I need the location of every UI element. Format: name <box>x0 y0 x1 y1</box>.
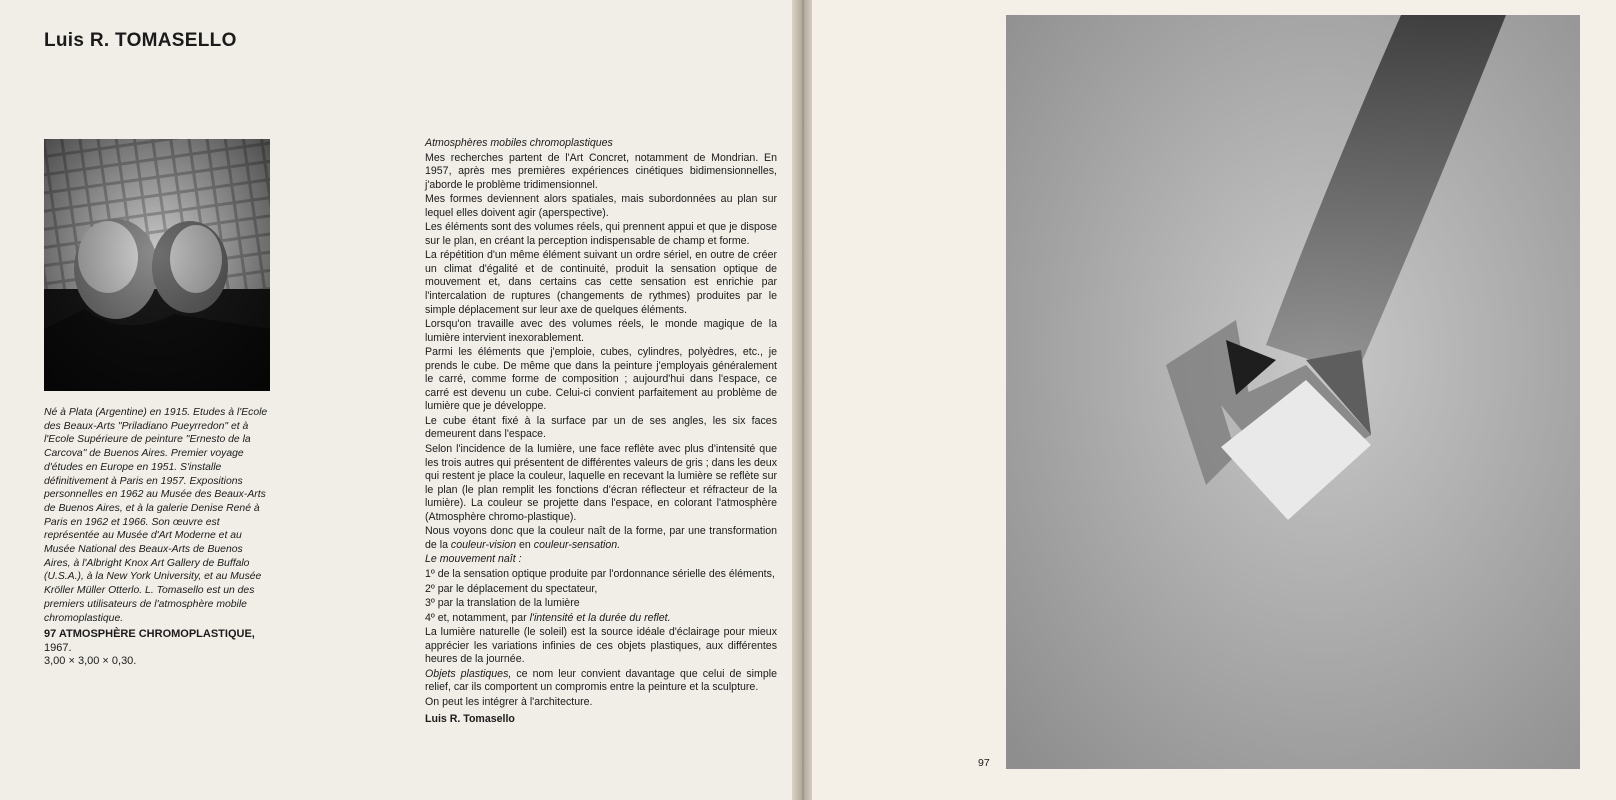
statement-emphasis: l'intensité et la durée du reflet. <box>529 611 671 624</box>
statement-text: 4º et, notamment, par <box>425 611 530 624</box>
statement-paragraph: On peut les intégrer à l'architecture. <box>425 695 593 708</box>
statement-paragraph: Selon l'incidence de la lumière, une face reflète avec plus d'intensité que les trois autres qui présentent de différentes valeurs de gris ; dans les deux qui restent je place la couleur, laquelle en recevant la lumière se reflète sur le plan (le plan remplit les fonctions d'écran réflecteur et réfracteur de la lumière). La couleur se projette dans l'espace, en colorant l'atmosphère (Atmosphère chromo-plastique). <box>425 443 777 523</box>
artwork-year: 1967. <box>44 641 72 654</box>
artwork-caption <box>44 628 270 669</box>
statement-paragraph: Mes formes deviennent alors spatiales, mais subordonnées au plan sur lequel elles doivent agir (aperspective). <box>425 193 777 219</box>
statement-paragraph: La lumière naturelle (le soleil) est la source idéale d'éclairage pour mieux apprécier les variations infinies de ces objets plastiques, aux différentes heures de la journée. <box>425 626 777 666</box>
statement-list-item: 3º par la translation de la lumière <box>425 597 580 610</box>
statement-paragraph: Parmi les éléments que j'emploie, cubes, cylindres, polyèdres, etc., je prends le cube. De même que dans la peinture j'employais généralement le carré, comme forme de composition ; aujourd'hui dans l'espace, ce carré est devenu un cube. Celui-ci convient parfaitement au problème de lumière que je développe. <box>425 346 777 413</box>
artist-name-heading: Luis R. TOMASELLO <box>44 30 237 51</box>
statement-emphasis: Objets plastiques, <box>425 667 512 680</box>
artist-statement <box>425 137 777 728</box>
artwork-dimensions: 3,00 × 3,00 × 0,30. <box>44 655 137 667</box>
statement-paragraph <box>425 525 777 552</box>
right-page <box>812 0 1616 800</box>
artist-biography: Né à Plata (Argentine) en 1915. Etudes à l'Ecole des Beaux-Arts "Priladiano Pueyrredon" et à l'Ecole Supérieure de peinture "Ernesto de la Carcova" de Buenos Aires. Premier voyage d'études en Europe en 1951. S'installe définitivement à Paris en 1957. Expositions personnelles en 1962 au Musée des Beaux-Arts de Buenos Aires, et à la galerie Denise René à Paris en 1962 et 1966. Son œuvre est représentée au Musée d'Art Moderne et au Musée National des Beaux-Arts de Buenos Aires, à l'Albright Knox Art Gallery de Buffalo (U.S.A.), à la New York University, et au Musée Kröller Müller Otterlo. L. Tomasello est un des premiers utilisateurs de l'atmosphère mobile chromoplastique. <box>44 407 268 624</box>
cube-sculpture-image <box>1006 15 1580 769</box>
artist-portrait-photo <box>44 139 270 391</box>
statement-paragraph: La répétition d'un même élément suivant un ordre sériel, en outre de créer un climat d'égalité et de continuité, produit la sensation optique de mouvement et, dans certains cas cette sensation est enrichie par l'intercalation de ruptures (changements de rythmes) produites par le simple déplacement sur leur axe de quelques éléments. <box>425 249 777 316</box>
book-gutter <box>792 0 814 800</box>
artwork-title: 97 ATMOSPHÈRE CHROMOPLASTIQUE, <box>44 628 255 640</box>
statement-signature: Luis R. Tomasello <box>425 713 515 726</box>
statement-paragraph: Le cube étant fixé à la surface par un de ses angles, les six faces demeurent dans l'espace. <box>425 414 777 441</box>
artwork-photograph <box>1006 15 1580 769</box>
statement-list-item: 1º de la sensation optique produite par l'ordonnance sérielle des éléments, <box>425 567 775 580</box>
statement-list-item <box>425 612 777 626</box>
statement-text: en <box>516 538 534 551</box>
statement-emphasis: couleur-sensation. <box>533 538 621 551</box>
statement-paragraph: Les éléments sont des volumes réels, qui prennent appui et que je dispose sur le plan, en créant la perception indispensable de champ et forme. <box>425 221 777 247</box>
statement-list-item: 2º par le déplacement du spectateur, <box>425 582 598 595</box>
portrait-image <box>44 139 270 391</box>
statement-paragraph: Lorsqu'on travaille avec des volumes réels, le monde magique de la lumière intervient inexorablement. <box>425 318 777 344</box>
statement-emphasis: couleur-vision <box>450 538 517 551</box>
page-number: 97 <box>978 757 990 769</box>
statement-paragraph <box>425 668 777 695</box>
statement-heading: Atmosphères mobiles chromoplastiques <box>425 137 613 149</box>
statement-subheading: Le mouvement naît : <box>425 553 522 566</box>
statement-paragraph: Mes recherches partent de l'Art Concret, notamment de Mondrian. En 1957, après mes premières expériences cinétiques bidimensionnelles, j'aborde le problème tridimensionnel. <box>425 151 777 191</box>
left-page <box>0 0 800 800</box>
statement-text: ce nom leur convient davantage que celui de simple relief, car ils comportent un compromis entre la peinture et la sculpture. <box>425 667 777 694</box>
statement-text: Nous voyons donc que la couleur naît de la forme, par une transformation de la <box>425 525 777 551</box>
